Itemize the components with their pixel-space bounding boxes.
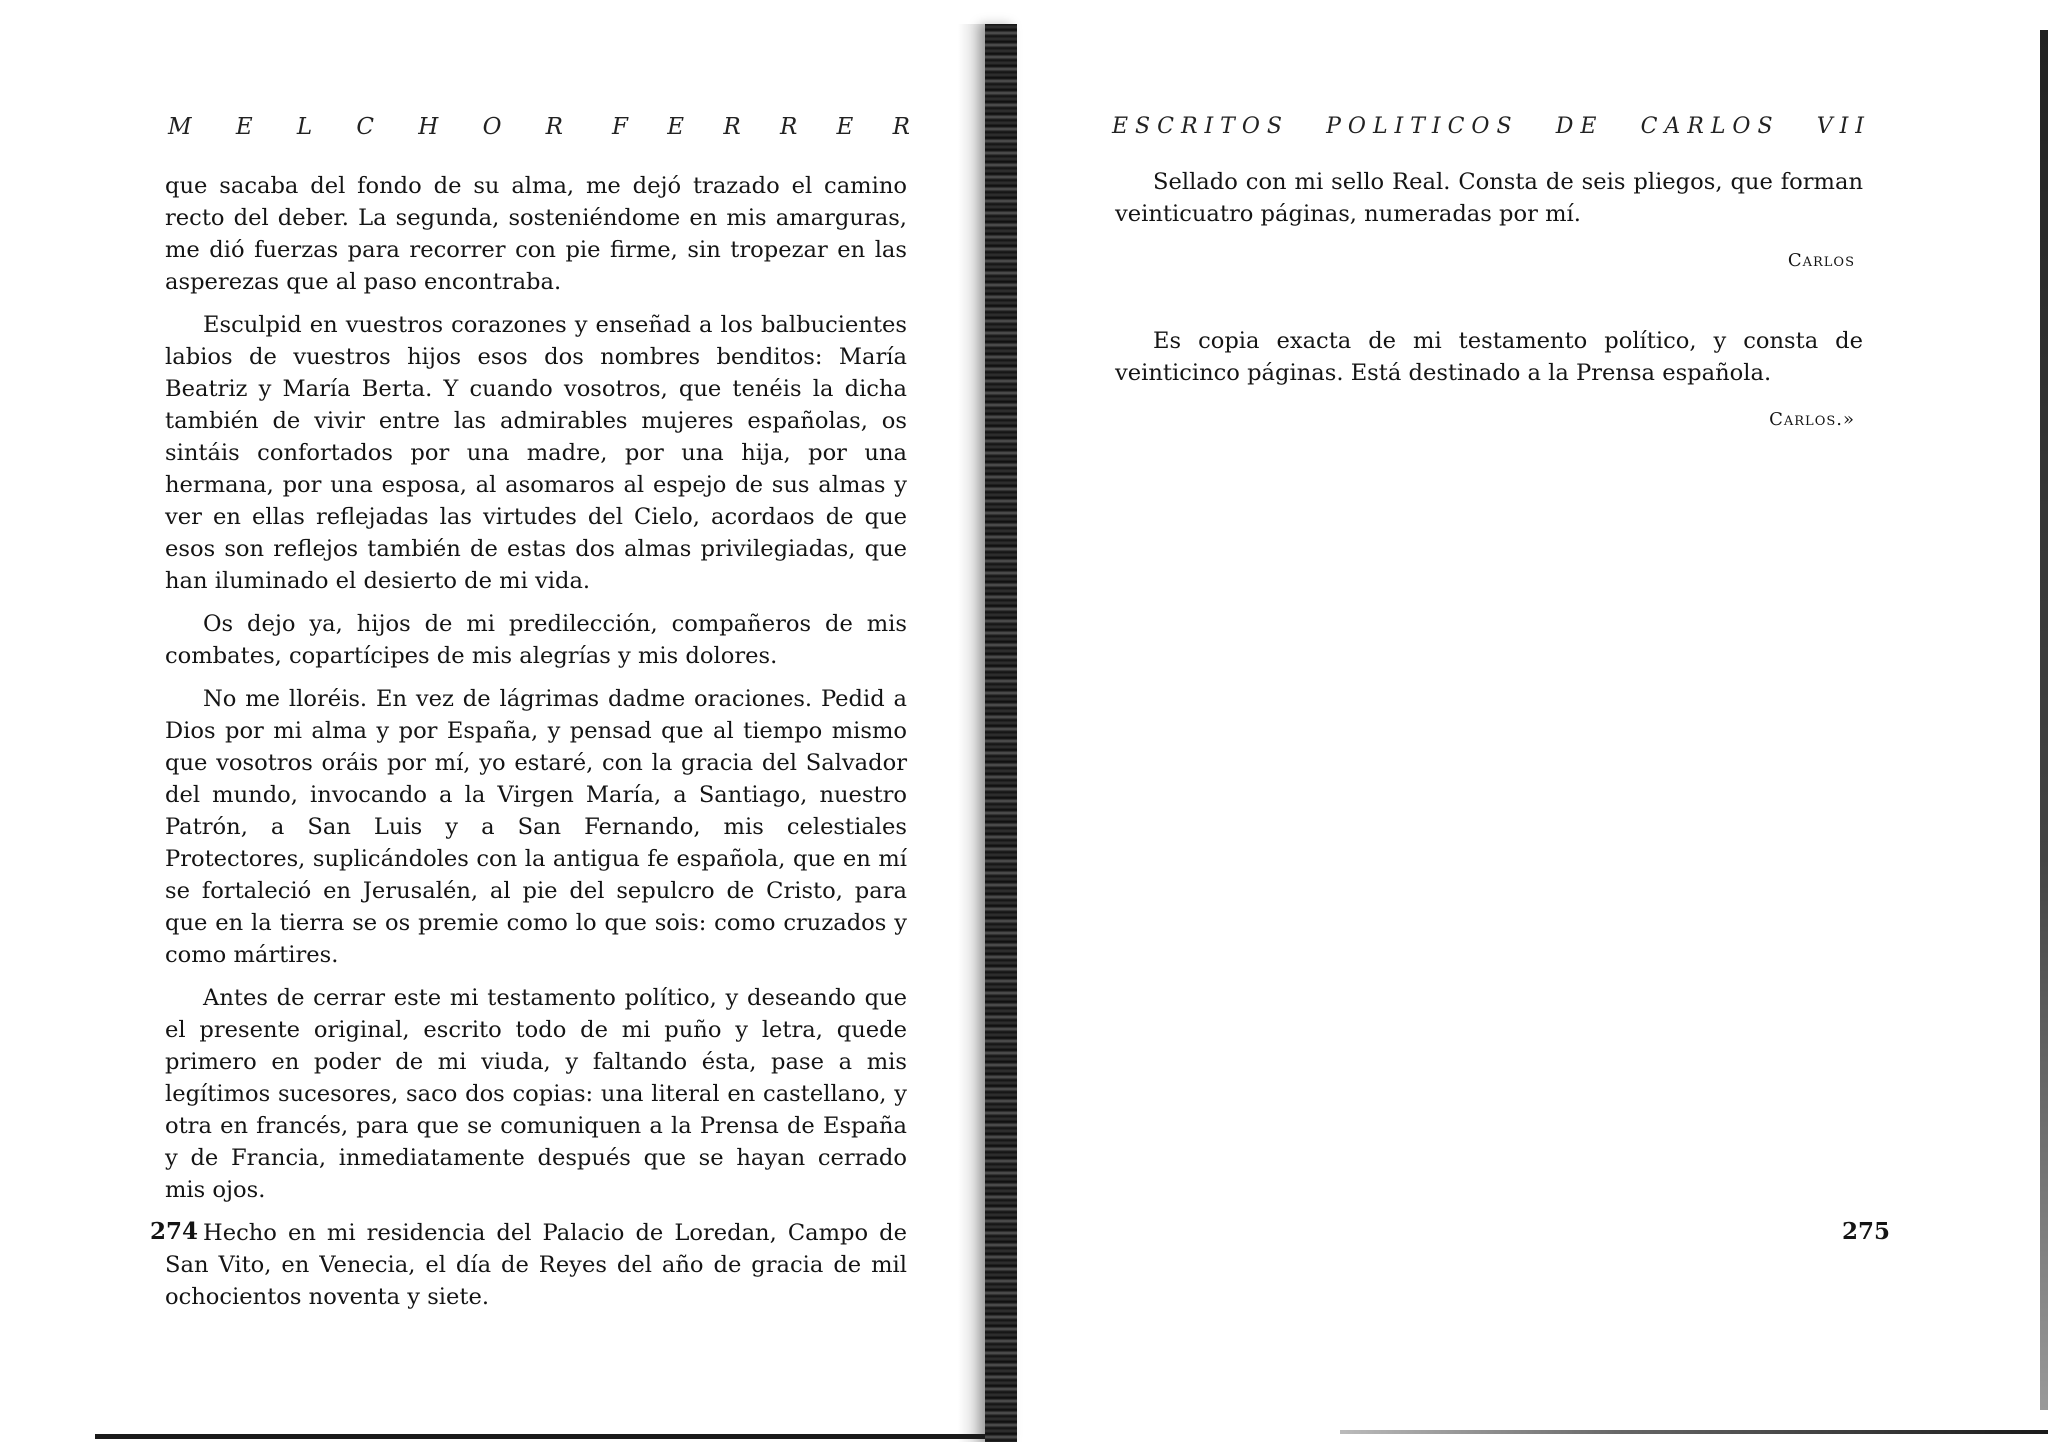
paragraph: que sacaba del fondo de su alma, me dejó trazado el camino recto del deber. La segunda, sosteniéndome en mis amarguras, me dió fuerzas para recorrer con pie firme, sin tropezar en las asperezas que al paso encontraba. — [165, 173, 907, 295]
running-head-letter: O — [482, 114, 502, 140]
running-head-word: C A R L O S — [1640, 114, 1773, 139]
running-head-letter: M — [168, 114, 192, 140]
running-head-title — [1112, 114, 1864, 139]
gutter-fade — [958, 24, 986, 1442]
right-page — [1000, 0, 2048, 1442]
paragraph: Hecho en mi residencia del Palacio de Loredan, Campo de San Vito, en Venecia, el día de Reyes del año de gracia de mil ochocientos noventa y siete. — [165, 1220, 907, 1310]
running-head-letter: F — [612, 114, 628, 140]
running-head-word: V I I — [1816, 114, 1864, 139]
bottom-edge-shadow — [95, 1434, 985, 1439]
page-number: 274 — [150, 1218, 199, 1245]
running-head-author — [168, 114, 910, 140]
running-head-letter: E — [836, 114, 854, 140]
running-head-author-first-name — [168, 114, 563, 140]
running-head-letter: L — [296, 114, 313, 140]
page-number: 275 — [1842, 1218, 1891, 1245]
left-page-body — [165, 170, 907, 1324]
paragraph: Esculpid en vuestros corazones y enseñad a los balbucientes labios de vuestros hijos esos dos nombres benditos: María Beatriz y María Berta. Y cuando vosotros, que tenéis la dicha también de vivir entre las admirables mujeres españolas, os sintáis confortados por una madre, por una hija, por una hermana, por una esposa, al asomaros al espejo de sus almas y ver en ellas reflejadas las virtudes del Cielo, acordaos de que esos son reflejos también de estas dos almas privilegiadas, que han iluminado el desierto de mi vida. — [165, 312, 907, 594]
paragraph: Antes de cerrar este mi testamento político, y deseando que el presente original, escrito todo de mi puño y letra, quede primero en poder de mi viuda, y faltando ésta, pase a mis legítimos sucesores, saco dos copias: una literal en castellano, y otra en francés, para que se comuniquen a la Prensa de España y de Francia, inmediatamente después que se hayan cerrado mis ojos. — [165, 985, 907, 1203]
running-head-author-surname — [612, 114, 910, 140]
running-head-letter: H — [418, 114, 439, 140]
running-head-letter: R — [545, 114, 563, 140]
paragraph: Os dejo ya, hijos de mi predilección, compañeros de mis combates, copartícipes de mis alegrías y mis dolores. — [165, 611, 907, 669]
right-page-body — [1115, 166, 1863, 484]
running-head-letter: E — [235, 114, 253, 140]
running-head-word: P O L I T I C O S — [1326, 114, 1512, 139]
paragraph: No me lloréis. En vez de lágrimas dadme oraciones. Pedid a Dios por mi alma y por España, y pensad que al tiempo mismo que vosotros oráis por mí, yo estaré, con la gracia del Salvador del mundo, invocando a la Virgen María, a Santiago, nuestro Patrón, a San Luis y a San Fernando, mis celestiales Protectores, suplicándoles con la antigua fe española, que en mí se fortaleció en Jerusalén, al pie del sepulcro de Cristo, para que en la tierra se os premie como lo que sois: como cruzados y como mártires. — [165, 686, 907, 968]
running-head-letter: C — [356, 114, 374, 140]
paragraph: Sellado con mi sello Real. Consta de seis pliegos, que forman veinticuatro páginas, numeradas por mí. — [1115, 169, 1863, 227]
running-head-word: E S C R I T O S — [1112, 114, 1282, 139]
running-head-letter: R — [892, 114, 910, 140]
right-edge-shadow — [2040, 30, 2048, 1410]
running-head-letter: R — [723, 114, 741, 140]
left-page — [0, 0, 980, 1442]
signature: Carlos — [1787, 250, 1855, 271]
paragraph: Es copia exacta de mi testamento político, y consta de veinticinco páginas. Está destinado a la Prensa española. — [1115, 328, 1863, 386]
bottom-edge-shadow — [1340, 1430, 2048, 1434]
running-head-letter: R — [779, 114, 798, 140]
running-head-letter: E — [667, 114, 685, 140]
signature: Carlos.» — [1769, 409, 1855, 430]
running-head-word: D E — [1555, 114, 1597, 139]
